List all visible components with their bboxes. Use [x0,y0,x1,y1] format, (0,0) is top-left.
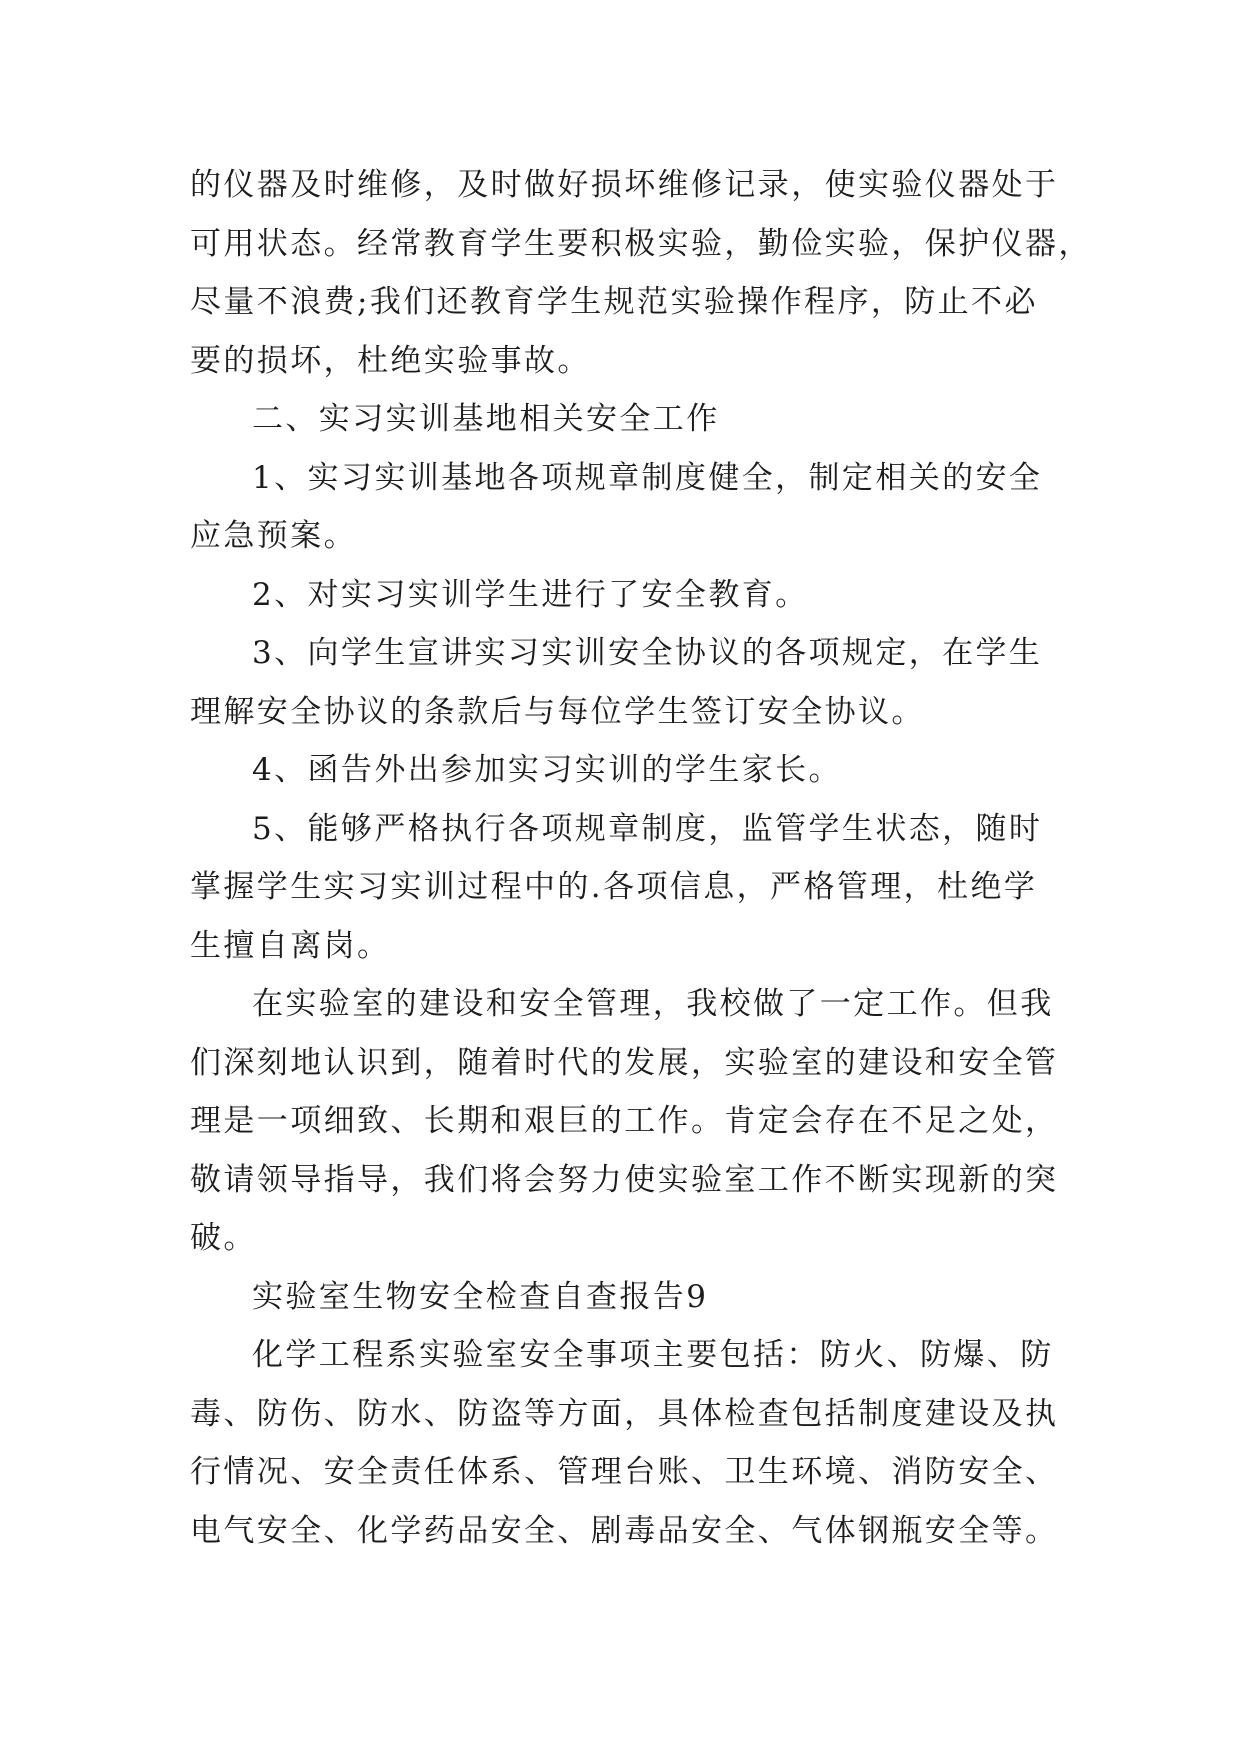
text-line: 要的损坏，杜绝实验事故。 [190,342,591,379]
text-line: 生擅自离岗。 [190,927,391,964]
text-line: 敬请领导指导，我们将会努力使实验室工作不断实现新的突 [190,1161,1059,1198]
text-line: 理是一项细致、长期和艰巨的工作。肯定会存在不足之处， [190,1103,1059,1139]
text-line: 实验室生物安全检查自查报告9 [252,1278,709,1315]
list-item [190,741,1070,800]
document-body [190,156,1092,1560]
text-line: 行情况、安全责任体系、管理台账、卫生环境、消防安全、 [190,1454,1059,1490]
text-line: 毒、防伤、防水、防盗等方面，具体检查包括制度建设及执 [190,1395,1059,1432]
paragraph [190,1326,1070,1560]
text-line: 应急预案。 [190,518,357,554]
text-line: 在实验室的建设和安全管理，我校做了一定工作。但我 [252,986,1054,1022]
list-item [190,624,1070,741]
text-line: 尽量不浪费;我们还教育学生规范实验操作程序，防止不必 [190,284,1038,320]
section-heading [190,390,1070,449]
text-line: 二、实习实训基地相关安全工作 [252,401,720,437]
text-line: 1、实习实训基地各项规章制度健全，制定相关的安全 [252,459,1043,496]
paragraph-continued [190,156,1092,390]
text-line: 掌握学生实习实训过程中的.各项信息，严格管理，杜绝学 [190,869,1038,905]
text-line: 可用状态。经常教育学生要积极实验，勤俭实验，保护仪器， [190,225,1092,262]
text-line: 破。 [190,1220,257,1256]
text-line: 化学工程系实验室安全事项主要包括：防火、防爆、防 [252,1337,1054,1373]
text-line: 电气安全、化学药品安全、剧毒品安全、气体钢瓶安全等。 [190,1512,1059,1549]
paragraph [190,975,1070,1268]
list-item [190,449,1070,566]
text-line: 5、能够严格执行各项规章制度，监管学生状态，随时 [252,810,1043,847]
text-line: 2、对实习实训学生进行了安全教育。 [252,576,809,613]
text-line: 们深刻地认识到，随着时代的发展，实验室的建设和安全管 [190,1044,1059,1081]
text-line: 的仪器及时维修，及时做好损坏维修记录，使实验仪器处于 [190,167,1059,203]
list-item [190,800,1070,976]
text-line: 理解安全协议的条款后与每位学生签订安全协议。 [190,693,925,730]
list-item [190,566,1070,625]
text-line: 3、向学生宣讲实习实训安全协议的各项规定，在学生 [252,635,1043,671]
text-line: 4、函告外出参加实习实训的学生家长。 [252,752,842,788]
report-title [190,1268,1070,1327]
